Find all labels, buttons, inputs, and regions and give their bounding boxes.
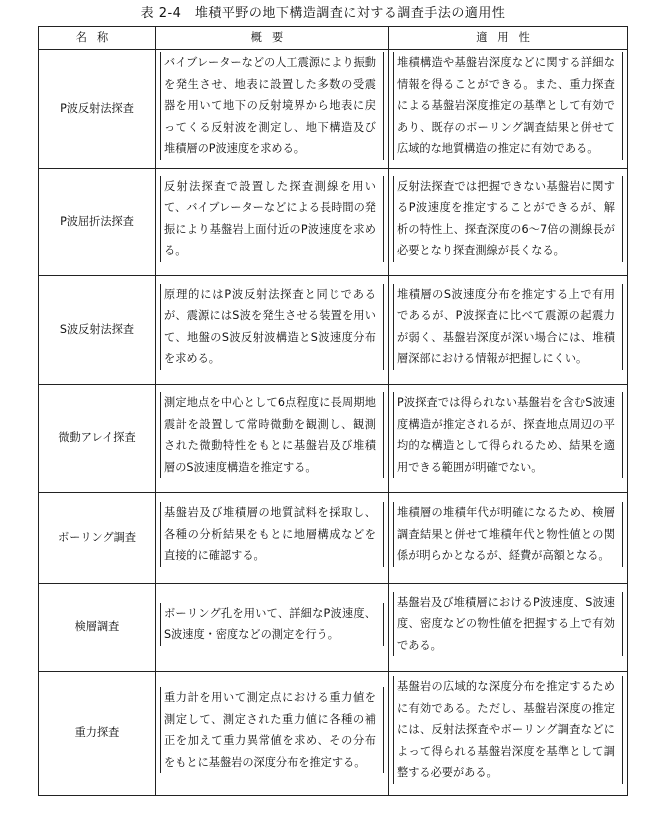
- overview-text: ボーリング孔を用いて、詳細なP波速度、S波速度・密度などの測定を行う。: [160, 603, 384, 646]
- applicability-cell: [389, 50, 628, 169]
- table-row: [39, 384, 628, 492]
- overview-text: バイブレーターなどの人工震源により振動を発生させ、地表に設置した多数の受震器を用いて地下の反射境界から地表に戻ってくる反射波を測定し、地下構造及び堆積層のP波速度を求める。: [160, 52, 384, 160]
- method-name: 検層調査: [39, 583, 156, 671]
- method-name: 重力探査: [39, 671, 156, 795]
- header-overview: 概要: [156, 27, 389, 50]
- applicability-cell: [389, 671, 628, 795]
- applicability-text: 堆積層のS波速度分布を推定する上で有用であるが、P波探査に比べて震源の起震力が弱く、基盤岩深度が深い場合には、堆積層深部における情報が把握しにくい。: [393, 284, 623, 370]
- applicability-text: 基盤岩の広域的な深度分布を推定するために有効である。ただし、基盤岩深度の推定には、反射法探査やボーリング調査などによって得られる基盤岩深度を基準として調整する必要がある。: [393, 676, 623, 784]
- overview-cell: [156, 492, 389, 583]
- overview-cell: [156, 583, 389, 671]
- overview-text: 基盤岩及び堆積層の地質試料を採取し、各種の分析結果をもとに地層構成などを直接的に確認する。: [160, 502, 384, 567]
- table-row: [39, 671, 628, 795]
- applicability-cell: [389, 583, 628, 671]
- table-row: [39, 583, 628, 671]
- applicability-text: 反射法探査では把握できない基盤岩に関するP波速度を推定することができるが、解析の特性上、探査深度の6～7倍の測線長が必要となり探査測線が長くなる。: [393, 176, 623, 262]
- applicability-cell: [389, 492, 628, 583]
- applicability-text: 堆積層の堆積年代が明確になるため、検層調査結果と併せて堆積年代と物性値との関係が明らかとなるが、経費が高額となる。: [393, 502, 623, 567]
- header-name: 名称: [39, 27, 156, 50]
- method-name: ボーリング調査: [39, 492, 156, 583]
- table-header-row: [39, 27, 628, 50]
- table-row: [39, 168, 628, 275]
- table-title: 表 2-4 堆積平野の地下構造調査に対する調査手法の適用性: [140, 6, 506, 21]
- overview-cell: [156, 275, 389, 384]
- overview-cell: [156, 168, 389, 275]
- overview-cell: [156, 50, 389, 169]
- applicability-text: 堆積構造や基盤岩深度などに関する詳細な情報を得ることができる。また、重力探査による基盤岩深度推定の基準として有効であり、既存のボーリング調査結果と併せて広域的な地質構造の推定に有効である。: [393, 52, 623, 160]
- method-name: P波屈折法探査: [39, 168, 156, 275]
- applicability-cell: [389, 168, 628, 275]
- applicability-text: 基盤岩及び堆積層におけるP波速度、S波速度、密度などの物性値を把握する上で有効である。: [393, 592, 623, 657]
- method-name: P波反射法探査: [39, 50, 156, 169]
- table-row: [39, 492, 628, 583]
- survey-methods-table: [38, 26, 628, 796]
- overview-text: 測定地点を中心として6点程度に長周期地震計を設置して常時微動を観測し、観測された微動特性をもとに基盤岩及び堆積層のS波速度構造を推定する。: [160, 392, 384, 478]
- overview-cell: [156, 384, 389, 492]
- overview-text: 反射法探査で設置した探査測線を用いて、バイブレーターなどによる長時間の発振により基盤岩上面付近のP波速度を求める。: [160, 176, 384, 262]
- method-name: 微動アレイ探査: [39, 384, 156, 492]
- header-applicability: 適用性: [389, 27, 628, 50]
- applicability-cell: [389, 275, 628, 384]
- applicability-text: P波探査では得られない基盤岩を含むS波速度構造が推定されるが、探査地点周辺の平均的な構造として得られるため、結果を適用できる範囲が明確でない。: [393, 392, 623, 478]
- applicability-cell: [389, 384, 628, 492]
- table-row: [39, 275, 628, 384]
- method-name: S波反射法探査: [39, 275, 156, 384]
- table-row: [39, 50, 628, 169]
- overview-cell: [156, 671, 389, 795]
- overview-text: 重力計を用いて測定点における重力値を測定して、測定された重力値に各種の補正を加えて重力異常値を求め、その分布をもとに基盤岩の深度分布を推定する。: [160, 687, 384, 773]
- overview-text: 原理的にはP波反射法探査と同じであるが、震源にはS波を発生させる装置を用いて、地盤のS波反射波構造とS波速度分布を求める。: [160, 284, 384, 370]
